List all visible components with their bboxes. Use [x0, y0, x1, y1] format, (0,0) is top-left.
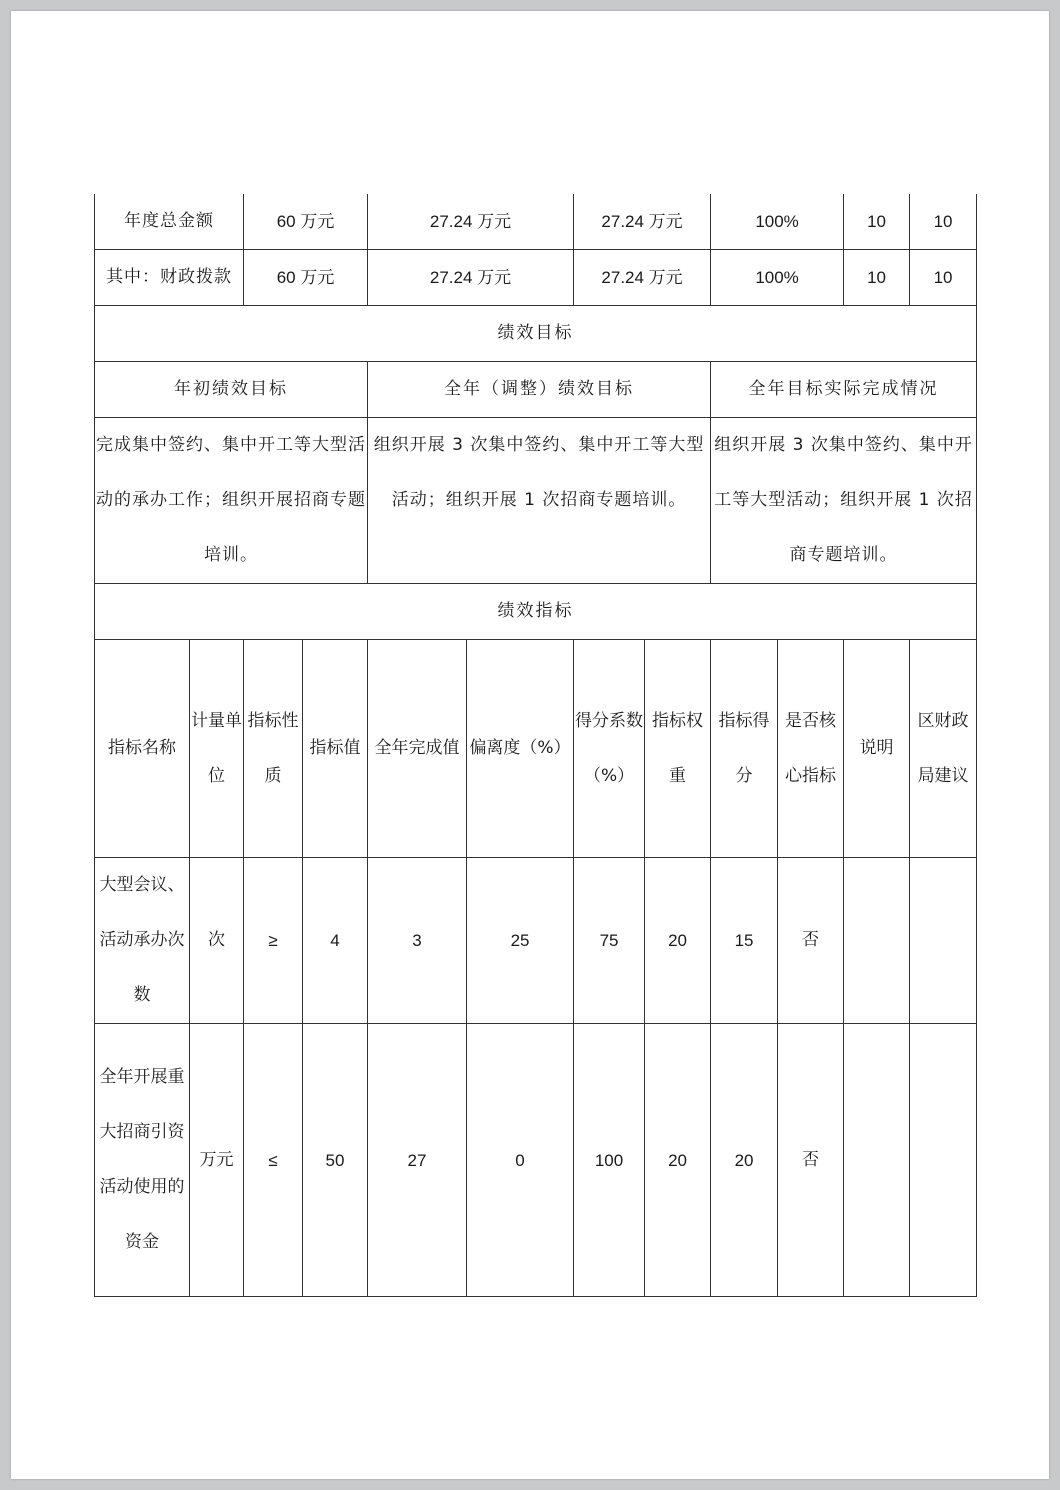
budget-row-total	[95, 194, 977, 250]
budget-label: 年度总金额	[95, 194, 244, 250]
goals-title-row	[95, 306, 977, 362]
indicator-row	[95, 858, 977, 1024]
budget-score: 10	[910, 194, 977, 250]
indicator-actual: 3	[368, 858, 467, 1024]
indicator-name: 全年开展重大招商引资活动使用的资金	[95, 1024, 190, 1297]
goal-header-actual: 全年目标实际完成情况	[711, 362, 977, 418]
indicator-weight: 20	[645, 1024, 711, 1297]
indicator-advice	[910, 858, 977, 1024]
indicator-name: 大型会议、活动承办次数	[95, 858, 190, 1024]
budget-score: 10	[910, 250, 977, 306]
header-actual: 全年完成值	[368, 640, 467, 858]
indicator-note	[844, 1024, 910, 1297]
budget-initial: 60 万元	[244, 250, 368, 306]
budget-weight: 10	[844, 194, 910, 250]
header-score: 指标得分	[711, 640, 778, 858]
indicators-title-row	[95, 584, 977, 640]
indicator-deviation: 0	[467, 1024, 574, 1297]
header-target: 指标值	[303, 640, 368, 858]
indicator-coef: 75	[574, 858, 645, 1024]
budget-rate: 100%	[711, 250, 844, 306]
budget-executed: 27.24 万元	[574, 194, 711, 250]
budget-weight: 10	[844, 250, 910, 306]
indicator-deviation: 25	[467, 858, 574, 1024]
indicator-row	[95, 1024, 977, 1297]
goal-initial-text: 完成集中签约、集中开工等大型活动的承办工作；组织开展招商专题培训。	[95, 418, 368, 584]
indicator-note	[844, 858, 910, 1024]
indicator-coef: 100	[574, 1024, 645, 1297]
goals-content-row	[95, 418, 977, 584]
goal-actual-text: 组织开展 3 次集中签约、集中开工等大型活动；组织开展 1 次招商专题培训。	[711, 418, 977, 584]
indicators-section-title: 绩效指标	[95, 584, 977, 640]
header-weight: 指标权重	[645, 640, 711, 858]
indicators-header-row	[95, 640, 977, 858]
budget-executed: 27.24 万元	[574, 250, 711, 306]
indicator-nature: ≥	[244, 858, 303, 1024]
goal-header-adjusted: 全年（调整）绩效目标	[368, 362, 711, 418]
header-coef: 得分系数（%）	[574, 640, 645, 858]
header-indicator-name: 指标名称	[95, 640, 190, 858]
header-note: 说明	[844, 640, 910, 858]
header-deviation: 偏离度（%）	[467, 640, 574, 858]
header-unit: 计量单位	[190, 640, 244, 858]
indicator-weight: 20	[645, 858, 711, 1024]
goal-header-initial: 年初绩效目标	[95, 362, 368, 418]
budget-rate: 100%	[711, 194, 844, 250]
budget-label: 其中：财政拨款	[95, 250, 244, 306]
budget-row-fiscal	[95, 250, 977, 306]
performance-table	[94, 194, 977, 1297]
goals-header-row	[95, 362, 977, 418]
indicator-score: 15	[711, 858, 778, 1024]
indicator-core: 否	[778, 858, 844, 1024]
document-page	[11, 11, 1049, 1479]
budget-adjusted: 27.24 万元	[368, 194, 574, 250]
budget-adjusted: 27.24 万元	[368, 250, 574, 306]
header-core: 是否核心指标	[778, 640, 844, 858]
indicator-target: 4	[303, 858, 368, 1024]
indicator-core: 否	[778, 1024, 844, 1297]
indicator-score: 20	[711, 1024, 778, 1297]
indicator-actual: 27	[368, 1024, 467, 1297]
header-nature: 指标性质	[244, 640, 303, 858]
indicator-unit: 万元	[190, 1024, 244, 1297]
indicator-target: 50	[303, 1024, 368, 1297]
indicator-advice	[910, 1024, 977, 1297]
budget-initial: 60 万元	[244, 194, 368, 250]
goals-section-title: 绩效目标	[95, 306, 977, 362]
header-advice: 区财政局建议	[910, 640, 977, 858]
indicator-unit: 次	[190, 858, 244, 1024]
indicator-nature: ≤	[244, 1024, 303, 1297]
goal-adjusted-text: 组织开展 3 次集中签约、集中开工等大型活动；组织开展 1 次招商专题培训。	[368, 418, 711, 584]
